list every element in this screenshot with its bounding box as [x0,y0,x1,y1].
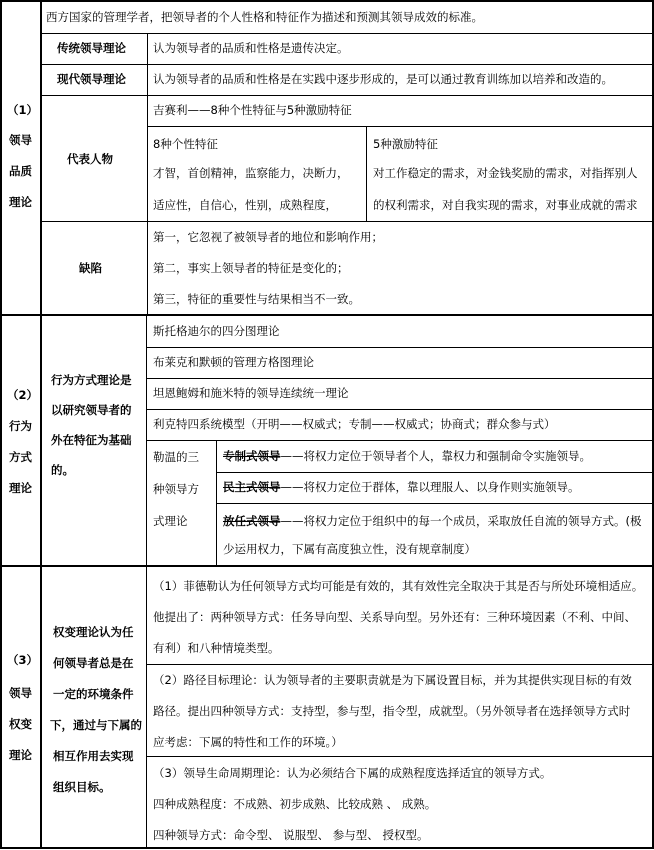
defect-line: 第三，特征的重要性与结果相当不一致。 [153,292,360,306]
section-label-line: 权变 [9,717,32,731]
path-goal-line: （2）路径目标理论：认为领导者的主要职责就是为下属设置目标，并为其提供实现目标的有效 [153,673,632,687]
behavior-desc-line: 外在特征为基础 [51,433,132,447]
behavior-desc-line: 的。 [51,463,74,477]
contingency-desc-line: 组织目标。 [53,780,111,794]
lewin-label-line: 勒温的三 [153,450,199,464]
democratic-leadership [223,479,580,495]
representative-label: 代表人物 [67,152,113,166]
section-label-line: 理论 [9,481,32,495]
life-cycle-line: （3）领导生命周期理论：认为必须结合下属的成熟程度选择适宜的领导方式。 [153,766,552,780]
life-cycle-line: 四种领导方式：命令型、 说服型、 参与型、 授权型。 [153,828,429,842]
behavior-item: 斯托格迪尔的四分图理论 [153,324,280,338]
fiedler-line: 他提出了：两种领导方式：任务导向型、关系导向型。另外还有：三种环境因素（不利、中间、 [153,610,636,624]
behavior-item: 布莱克和默顿的管理方格图理论 [153,355,314,369]
leadership-type-desc: ——将权力定位于组织中的每一个成员，采取放任自流的领导方式。(极 [280,514,642,528]
behavior-item: 坦恩鲍姆和施米特的领导连续统一理论 [153,386,349,400]
traditional-theory-label: 传统领导理论 [57,41,126,55]
life-cycle-line: 四种成熟程度：不成熟、初步成熟、比较成熟 、 成熟。 [153,797,437,811]
section-number: （1） [7,103,39,117]
representative-heading: 吉赛利——8种个性特征与5种激励特征 [153,103,352,117]
contingency-desc-line: 相互作用去实现 [53,749,134,763]
leadership-type-desc: ——将权力定位于领导者个人，靠权力和强制命令实施领导。 [280,449,591,463]
leadership-type-name: 放任式领导 [223,514,281,528]
intro-text: 西方国家的管理学者，把领导者的个人性格和特征作为描述和预测其领导成效的标准。 [46,10,483,24]
behavior-desc-line: 行为方式理论是 [51,373,132,387]
leadership-type-desc: ——将权力定位于群体，靠以理服人、以身作则实施领导。 [280,480,580,494]
section-number: （3） [7,653,39,667]
section-label-line: 领导 [9,686,32,700]
personality-traits-line: 适应性，自信心，性别，成熟程度， [153,198,337,212]
section-label-line: 行为 [9,419,32,433]
leadership-type-name: 民主式领导 [223,480,281,494]
section-number: （2） [7,388,39,402]
laissez-faire-desc-cont: 少运用权力，下属有高度独立性，没有规章制度） [223,542,476,556]
contingency-desc-line: 权变理论认为任 [53,625,134,639]
section-label-line: 理论 [9,748,32,762]
section-label-line: 方式 [9,450,32,464]
modern-theory-desc: 认为领导者的品质和性格是在实践中逐步形成的，是可以通过教育训练加以培养和改造的。 [153,72,613,86]
fiedler-line: （1）菲德勒认为任何领导方式均可能是有效的，其有效性完全取决于其是否与所处环境相适应。 [153,579,644,593]
lewin-label-line: 种领导方 [153,482,199,496]
motivation-traits-line: 的权利需求，对自我实现的需求，对事业成就的需求 [373,198,638,212]
section-label-line: 理论 [9,195,32,209]
defect-label: 缺陷 [79,261,102,275]
leadership-type-name: 专制式领导 [223,449,281,463]
lewin-label-line: 式理论 [153,514,188,528]
modern-theory-label: 现代领导理论 [57,72,126,86]
autocratic-leadership [223,448,591,464]
path-goal-line: 应考虑：下属的特性和工作的环境。） [153,735,343,749]
personality-traits-title: 8种个性特征 [153,137,218,151]
contingency-desc-line: 何领导者总是在 [53,656,134,670]
contingency-desc-line: 一定的环境条件 [53,687,134,701]
motivation-traits-line: 对工作稳定的需求，对金钱奖励的需求，对指挥别人 [373,166,638,180]
behavior-item: 利克特四系统模型（开明——权威式；专制——权威式；协商式；群众参与式） [153,417,556,431]
laissez-faire-leadership [223,513,641,529]
motivation-traits-title: 5种激励特征 [373,137,438,151]
personality-traits-line: 才智，首创精神，监察能力，决断力， [153,166,349,180]
path-goal-line: 路径。提出四种领导方式：支持型，参与型，指令型，成就型。（另外领导者在选择领导方式时 [153,704,631,718]
behavior-desc-line: 以研究领导者的 [51,403,132,417]
section-label-line: 领导 [9,133,32,147]
defect-line: 第二，事实上领导者的特征是变化的； [153,261,349,275]
traditional-theory-desc: 认为领导者的品质和性格是遗传决定。 [153,41,349,55]
contingency-desc-line: 下，通过与下属的 [50,718,142,732]
fiedler-line: 有利）和八种情境类型。 [153,641,280,655]
section-label-line: 品质 [9,164,32,178]
defect-line: 第一，它忽视了被领导者的地位和影响作用； [153,230,383,244]
